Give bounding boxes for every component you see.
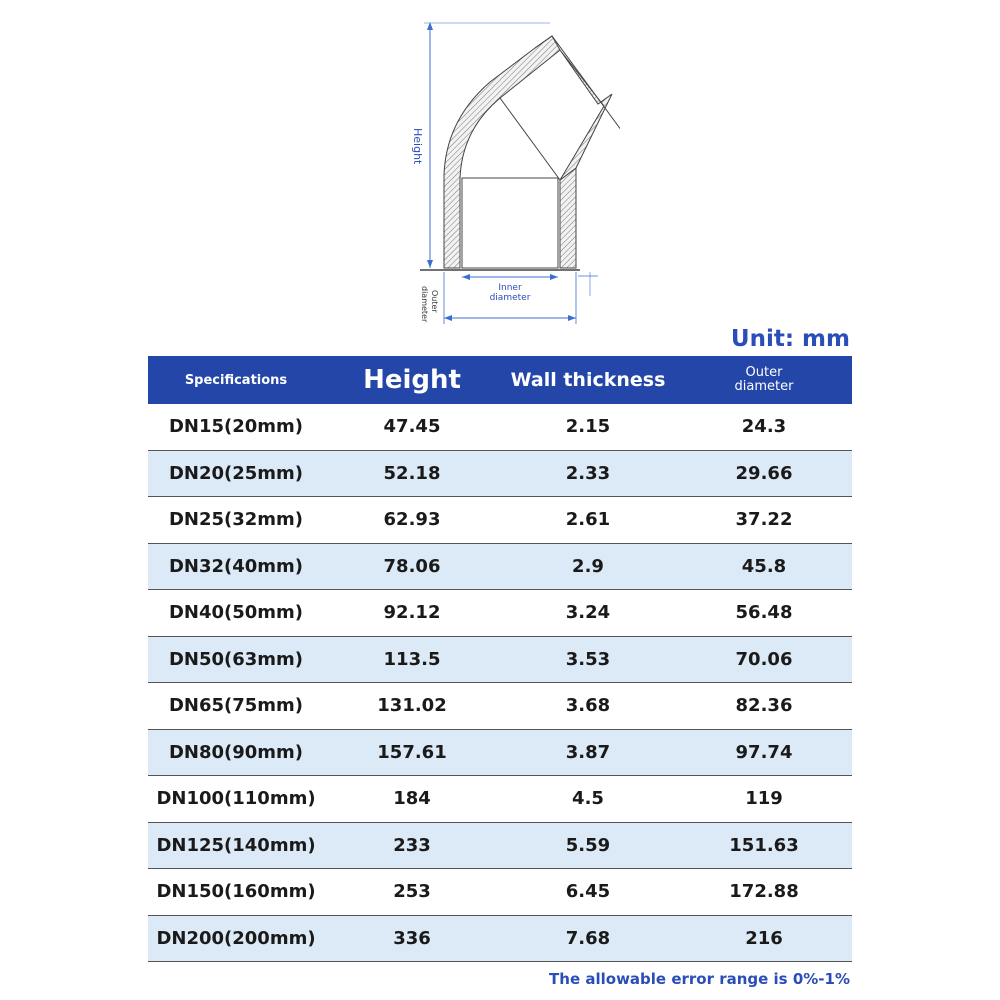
cell-height: 62.93 xyxy=(383,509,441,531)
cell-outer-diameter: 151.63 xyxy=(729,834,799,856)
outer-diameter-label-2: diameter xyxy=(420,286,429,323)
inner-diameter-label-1: Inner xyxy=(498,283,522,293)
inner-diameter-label-2: diameter xyxy=(489,293,531,303)
spec-table xyxy=(148,356,852,962)
cell-outer-diameter: 70.06 xyxy=(735,648,793,670)
outer-diameter-label-1: Outer xyxy=(430,290,439,313)
cell-outer-diameter: 172.88 xyxy=(729,881,799,903)
table-row xyxy=(148,637,852,684)
cell-wall-thickness: 3.53 xyxy=(565,648,611,670)
cell-specification: DN65(75mm) xyxy=(168,695,304,717)
cell-outer-diameter: 216 xyxy=(745,927,783,949)
table-row xyxy=(148,776,852,823)
cell-specification: DN15(20mm) xyxy=(168,416,304,438)
cell-specification: DN40(50mm) xyxy=(168,602,304,624)
cell-height: 233 xyxy=(393,834,431,856)
table-row xyxy=(148,730,852,777)
error-range-note: The allowable error range is 0%-1% xyxy=(549,970,850,988)
table-row xyxy=(148,544,852,591)
elbow-diagram xyxy=(400,10,620,330)
cell-outer-diameter: 82.36 xyxy=(735,695,793,717)
cell-wall-thickness: 2.15 xyxy=(565,416,611,438)
cell-outer-diameter: 29.66 xyxy=(735,462,793,484)
table-row xyxy=(148,497,852,544)
cell-specification: DN25(32mm) xyxy=(168,509,304,531)
cell-wall-thickness: 3.24 xyxy=(565,602,611,624)
cell-wall-thickness: 2.61 xyxy=(565,509,611,531)
cell-wall-thickness: 6.45 xyxy=(565,881,611,903)
cell-wall-thickness: 3.87 xyxy=(565,741,611,763)
table-row xyxy=(148,590,852,637)
table-header xyxy=(148,356,852,404)
cell-height: 336 xyxy=(393,927,431,949)
cell-height: 52.18 xyxy=(383,462,441,484)
cell-outer-diameter: 37.22 xyxy=(735,509,793,531)
cell-specification: DN200(200mm) xyxy=(156,927,316,949)
cell-specification: DN32(40mm) xyxy=(168,555,304,577)
table-row xyxy=(148,683,852,730)
cell-specification: DN150(160mm) xyxy=(156,881,316,903)
header-outer-diameter xyxy=(676,366,852,394)
table-row xyxy=(148,823,852,870)
cell-wall-thickness: 3.68 xyxy=(565,695,611,717)
table-row xyxy=(148,404,852,451)
cell-specification: DN100(110mm) xyxy=(156,788,316,810)
header-outer-line-1: Outer xyxy=(745,365,783,380)
cell-height: 157.61 xyxy=(377,741,447,763)
table-body xyxy=(148,404,852,962)
cell-height: 78.06 xyxy=(383,555,441,577)
cell-outer-diameter: 24.3 xyxy=(741,416,787,438)
table-row xyxy=(148,451,852,498)
cell-specification: DN80(90mm) xyxy=(168,741,304,763)
header-specifications: Specifications xyxy=(184,372,288,388)
cell-height: 131.02 xyxy=(377,695,447,717)
cell-height: 253 xyxy=(393,881,431,903)
cell-outer-diameter: 119 xyxy=(745,788,783,810)
cell-specification: DN50(63mm) xyxy=(168,648,304,670)
cell-height: 184 xyxy=(393,788,431,810)
cell-outer-diameter: 45.8 xyxy=(741,555,787,577)
elbow-drawing xyxy=(400,10,620,330)
header-height: Height xyxy=(363,365,461,395)
cell-wall-thickness: 2.33 xyxy=(565,462,611,484)
cell-height: 47.45 xyxy=(383,416,441,438)
cell-outer-diameter: 97.74 xyxy=(735,741,793,763)
header-wall-thickness: Wall thickness xyxy=(510,369,666,391)
cell-height: 92.12 xyxy=(383,602,441,624)
height-dim-label: Height xyxy=(411,128,424,165)
cell-wall-thickness: 5.59 xyxy=(565,834,611,856)
unit-label: Unit: mm xyxy=(730,326,850,352)
cell-wall-thickness: 4.5 xyxy=(572,788,604,810)
cell-specification: DN125(140mm) xyxy=(156,834,316,856)
cell-wall-thickness: 7.68 xyxy=(565,927,611,949)
cell-wall-thickness: 2.9 xyxy=(572,555,604,577)
table-row xyxy=(148,869,852,916)
table-row xyxy=(148,916,852,963)
cell-outer-diameter: 56.48 xyxy=(735,602,793,624)
header-outer-line-2: diameter xyxy=(734,379,794,394)
cell-specification: DN20(25mm) xyxy=(168,462,304,484)
cell-height: 113.5 xyxy=(383,648,441,670)
